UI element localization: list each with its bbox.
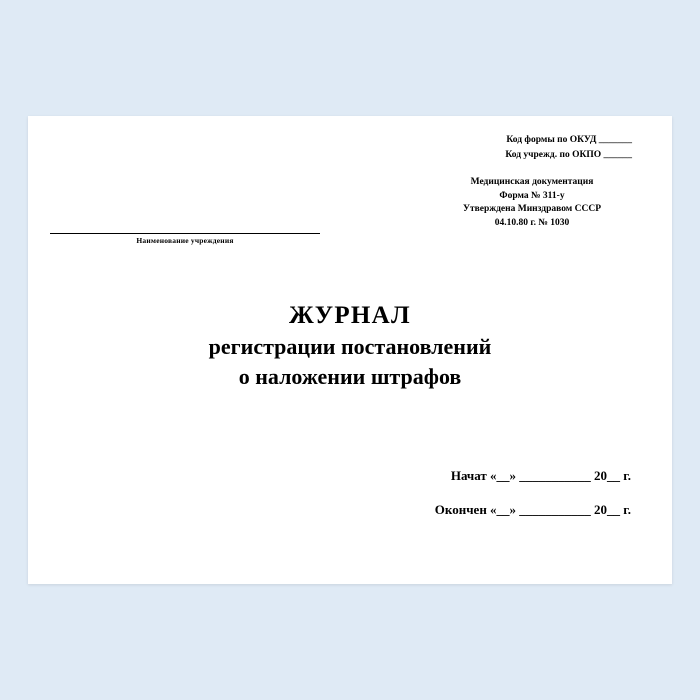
institution-name-field [50,233,320,245]
meddoc-line-4: 04.10.80 г. № 1030 [494,217,570,228]
form-codes-block [505,133,632,163]
code-okud: Код формы по ОКУД _______ [506,135,632,145]
institution-name-caption: Наименование учреждения [136,236,234,245]
title-line-3: о наложении штрафов [238,364,462,389]
document-title [28,300,672,392]
document-page [28,116,672,584]
date-finished: Окончен «__» ___________ 20__ г. [434,502,631,517]
title-line-2: регистрации постановлений [208,334,492,359]
meddoc-line-2: Форма № 311-у [499,190,565,201]
institution-name-rule [50,233,320,234]
meddoc-line-3: Утверждена Минздравом СССР [462,204,602,214]
journal-dates-block [435,459,631,527]
date-started: Начат «__» ___________ 20__ г. [450,468,631,483]
medical-document-block [432,176,632,230]
title-line-1: ЖУРНАЛ [289,302,411,329]
code-okpo: Код учрежд. по ОКПО ______ [505,150,632,160]
document-sheet [28,116,672,584]
meddoc-line-1: Медицинская документация [470,177,594,187]
